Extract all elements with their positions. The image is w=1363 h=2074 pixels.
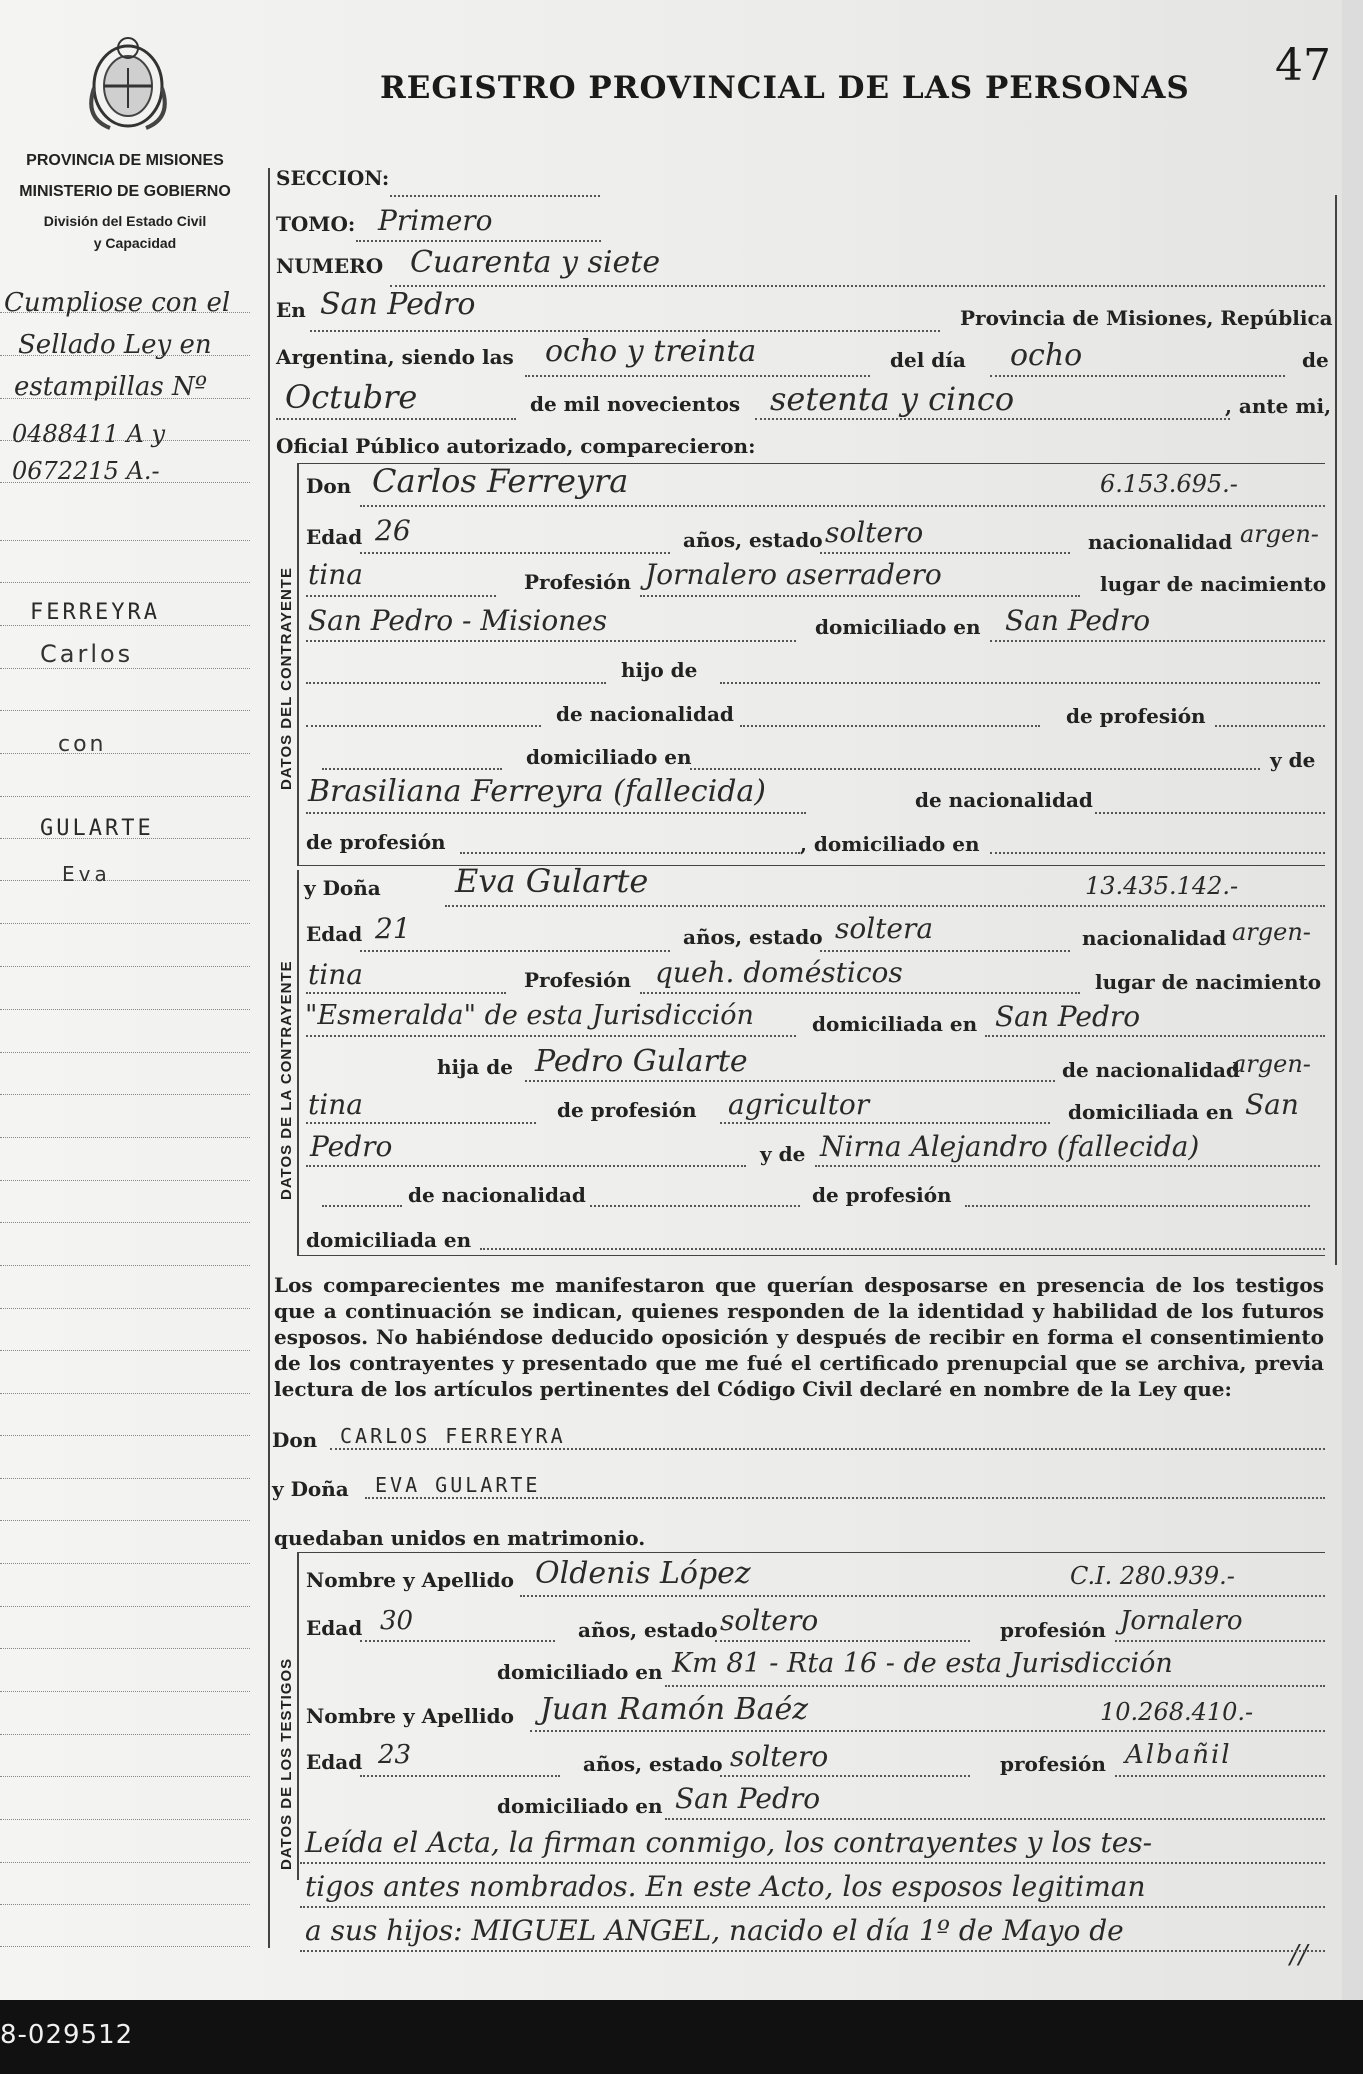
w1-edad-label: Edad	[306, 1616, 363, 1640]
mil-label: de mil novecientos	[530, 392, 741, 416]
hija-label: hija de	[437, 1055, 514, 1079]
tomo-line	[356, 240, 601, 242]
margin-bride-name: Eva	[62, 862, 111, 886]
hora-line	[525, 375, 870, 377]
w1-domic-label: domiciliado en	[497, 1660, 663, 1684]
groom-prof: Jornalero aserradero	[645, 558, 942, 591]
closing-line-3-end: //	[1290, 1940, 1308, 1970]
groom-edad: 26	[375, 514, 411, 547]
bride-estado: soltera	[835, 912, 934, 945]
anios-label: años, estado	[683, 528, 823, 552]
hora-value: ocho y treinta	[545, 334, 757, 369]
edad-label: Edad	[306, 525, 363, 549]
margin-note-line: estampillas Nº	[14, 372, 208, 402]
groom-nac2: tina	[308, 558, 363, 591]
de-prof2-label: de profesión	[306, 830, 446, 854]
w2-doc: 10.268.410.-	[1100, 1698, 1254, 1726]
closing-line-2: tigos antes nombrados. En este Acto, los esposos legitiman	[305, 1870, 1146, 1903]
de-nac2-label: de nacionalidad	[915, 788, 1093, 812]
anios-label-2: años, estado	[683, 925, 823, 949]
dia-line	[990, 375, 1285, 377]
closing-underline-3	[300, 1950, 1325, 1952]
groom-name: Carlos Ferreyra	[372, 462, 629, 500]
province-label: PROVINCIA DE MISIONES	[26, 152, 224, 169]
de-prof-label-2: de profesión	[557, 1098, 697, 1122]
w2-domic-label: domiciliado en	[497, 1794, 663, 1818]
bride-edad: 21	[375, 912, 411, 945]
declaration-paragraph: Los comparecientes me manifestaron que querían desposarse en presencia de los testigos que a continuación se indican, quienes responden de la identidad y habilidad de los futuros esposos. No habiéndose deducido oposición y después de recibir en forma el consentimiento de los contrayentes y presentado que me fué el certificado prenupcial que se archiva, previa lectura de los artículos pertinentes del Código Civil declaré en nombre de la Ley que:	[274, 1273, 1324, 1401]
w2-prof-label: profesión	[1000, 1752, 1106, 1776]
groom-side-label: DATOS DEL CONTRAYENTE	[278, 567, 295, 790]
w1-prof: Jornalero	[1120, 1606, 1243, 1636]
don-label: Don	[306, 474, 352, 498]
de-label: de	[1302, 348, 1329, 372]
nac-label: nacionalidad	[1088, 530, 1233, 554]
w1-doc: C.I. 280.939.-	[1070, 1562, 1235, 1590]
mes-value: Octubre	[285, 378, 418, 416]
groom-doc: 6.153.695.-	[1100, 470, 1238, 498]
closing-line-1: Leída el Acta, la firman conmigo, los contrayentes y los tes-	[305, 1826, 1153, 1859]
division-label-2: y Capacidad	[93, 235, 177, 251]
en-label: En	[276, 298, 306, 322]
prof-label-2: Profesión	[524, 968, 631, 992]
ante-label: , ante mi,	[1225, 394, 1332, 418]
margin-con: con	[58, 732, 107, 757]
w2-anios-label: años, estado	[583, 1752, 723, 1776]
form-left-border	[268, 168, 270, 1948]
closing-underline-1	[300, 1862, 1325, 1864]
margin-note-line: Cumpliose con el	[4, 288, 231, 318]
numero-value: Cuarenta y siete	[410, 245, 661, 280]
w1-name: Oldenis López	[535, 1556, 751, 1591]
y-de-label: y de	[1270, 748, 1316, 772]
lugar-label: lugar de nacimiento	[1100, 572, 1327, 596]
decl-dona-value: EVA GULARTE	[375, 1473, 541, 1497]
w2-name: Juan Ramón Baéz	[540, 1692, 809, 1727]
tomo-label: TOMO:	[276, 212, 356, 236]
prof-label: Profesión	[524, 570, 631, 594]
w1-prof-label: profesión	[1000, 1618, 1106, 1642]
witnesses-side-label: DATOS DE LOS TESTIGOS	[278, 1657, 295, 1870]
decl-dona-label: y Doña	[272, 1477, 349, 1501]
margin-note-line: Sellado Ley en	[18, 330, 212, 360]
domic3-label-2: domiciliada en	[306, 1228, 472, 1252]
groom-madre: Brasiliana Ferreyra (fallecida)	[308, 774, 766, 809]
bride-nac1: argen-	[1232, 918, 1311, 946]
numero-line	[390, 285, 1325, 287]
argentina-label: Argentina, siendo las	[276, 345, 514, 369]
bride-doc: 13.435.142.-	[1085, 872, 1239, 900]
bride-madre: Nirna Alejandro (fallecida)	[820, 1130, 1200, 1163]
domic-label: domiciliado en	[815, 615, 981, 639]
w1-edad: 30	[380, 1606, 414, 1636]
lugar-label-2: lugar de nacimiento	[1095, 970, 1322, 994]
coat-of-arms-icon	[80, 28, 176, 136]
y-de-label-2: y de	[760, 1142, 806, 1166]
hijo-label: hijo de	[621, 658, 698, 682]
nac-label-2: nacionalidad	[1082, 926, 1227, 950]
w2-estado: soltero	[730, 1740, 829, 1773]
decl-don-value: CARLOS FERREYRA	[340, 1424, 566, 1448]
w1-estado: soltero	[720, 1604, 819, 1637]
dona-label: y Doña	[304, 876, 381, 900]
margin-groom-name: Carlos	[40, 640, 134, 668]
closing-underline-2	[300, 1906, 1325, 1908]
groom-lugar: San Pedro - Misiones	[308, 604, 608, 637]
de-prof2-label-2: de profesión	[812, 1183, 952, 1207]
w1-anios-label: años, estado	[578, 1618, 718, 1642]
anio-line	[755, 418, 1230, 420]
en-line	[310, 330, 940, 332]
anio-value: setenta y cinco	[770, 380, 1015, 418]
decl-dona-line	[365, 1497, 1325, 1499]
padre-domic2: Pedro	[310, 1130, 393, 1163]
w1-domic: Km 81 - Rta 16 - de esta Jurisdicción	[672, 1648, 1173, 1679]
seccion-line	[390, 195, 600, 197]
de-nac-label-2: de nacionalidad	[1062, 1058, 1240, 1082]
de-nac2-label-2: de nacionalidad	[408, 1183, 586, 1207]
edad-label-2: Edad	[306, 922, 363, 946]
bride-prof: queh. domésticos	[655, 956, 903, 989]
domic2-label-2: domiciliada en	[1068, 1100, 1234, 1124]
document-reference: 8-029512	[0, 2020, 134, 2050]
decl-don-line	[330, 1448, 1325, 1450]
page-title: REGISTRO PROVINCIAL DE LAS PERSONAS	[380, 70, 1190, 106]
decl-don-label: Don	[272, 1428, 318, 1452]
bride-lugar: "Esmeralda" de esta Jurisdicción	[305, 1000, 754, 1031]
dia-value: ocho	[1010, 338, 1083, 373]
margin-note-line: 0488411 A y	[12, 420, 166, 448]
padre-domic1: San	[1245, 1088, 1299, 1121]
margin-groom-surname: FERREYRA	[30, 600, 160, 625]
groom-estado: soltero	[825, 516, 924, 549]
w2-domic: San Pedro	[675, 1782, 821, 1815]
unidos-text: quedaban unidos en matrimonio.	[274, 1526, 646, 1550]
closing-line-3: a sus hijos: MIGUEL ANGEL, nacido el día 1º de Mayo de	[305, 1914, 1124, 1947]
margin-note-line: 0672215 A.-	[12, 457, 160, 485]
de-prof-label: de profesión	[1066, 704, 1206, 728]
bride-side-label: DATOS DE LA CONTRAYENTE	[278, 960, 295, 1200]
ministry-label: MINISTERIO DE GOBIERNO	[19, 183, 231, 200]
w2-edad: 23	[378, 1740, 412, 1770]
padre-prof: agricultor	[728, 1088, 870, 1121]
domic-label-2: domiciliada en	[812, 1012, 978, 1036]
domic3-label: , domiciliado en	[800, 832, 980, 856]
padre-nac1: argen-	[1232, 1050, 1311, 1078]
bride-name: Eva Gularte	[455, 862, 649, 900]
form-right-border	[1335, 195, 1337, 1265]
groom-nac1: argen-	[1240, 520, 1319, 548]
bride-padre: Pedro Gularte	[535, 1044, 748, 1079]
w2-edad-label: Edad	[306, 1750, 363, 1774]
groom-domic: San Pedro	[1005, 604, 1151, 637]
domic2-label: domiciliado en	[526, 745, 692, 769]
scan-footer-bar	[0, 2000, 1363, 2074]
bride-domic: San Pedro	[995, 1000, 1141, 1033]
del-dia-label: del día	[890, 348, 966, 372]
folio-number: 47	[1275, 40, 1331, 91]
margin-bride-surname: GULARTE	[40, 816, 154, 841]
provincia-label: Provincia de Misiones, República	[960, 306, 1333, 330]
tomo-value: Primero	[378, 204, 493, 237]
en-value: San Pedro	[320, 287, 476, 322]
w2-prof: Albañil	[1125, 1740, 1232, 1770]
division-label: División del Estado Civil	[43, 213, 207, 229]
mes-line	[276, 418, 516, 420]
w1-nombre-label: Nombre y Apellido	[306, 1568, 514, 1592]
seccion-label: SECCION:	[276, 166, 390, 190]
de-nac-label: de nacionalidad	[556, 702, 734, 726]
numero-label: NUMERO	[276, 254, 384, 278]
w2-nombre-label: Nombre y Apellido	[306, 1704, 514, 1728]
bride-nac2: tina	[308, 958, 363, 991]
oficial-label: Oficial Público autorizado, comparecieron:	[276, 434, 756, 458]
padre-nac2: tina	[308, 1088, 363, 1121]
